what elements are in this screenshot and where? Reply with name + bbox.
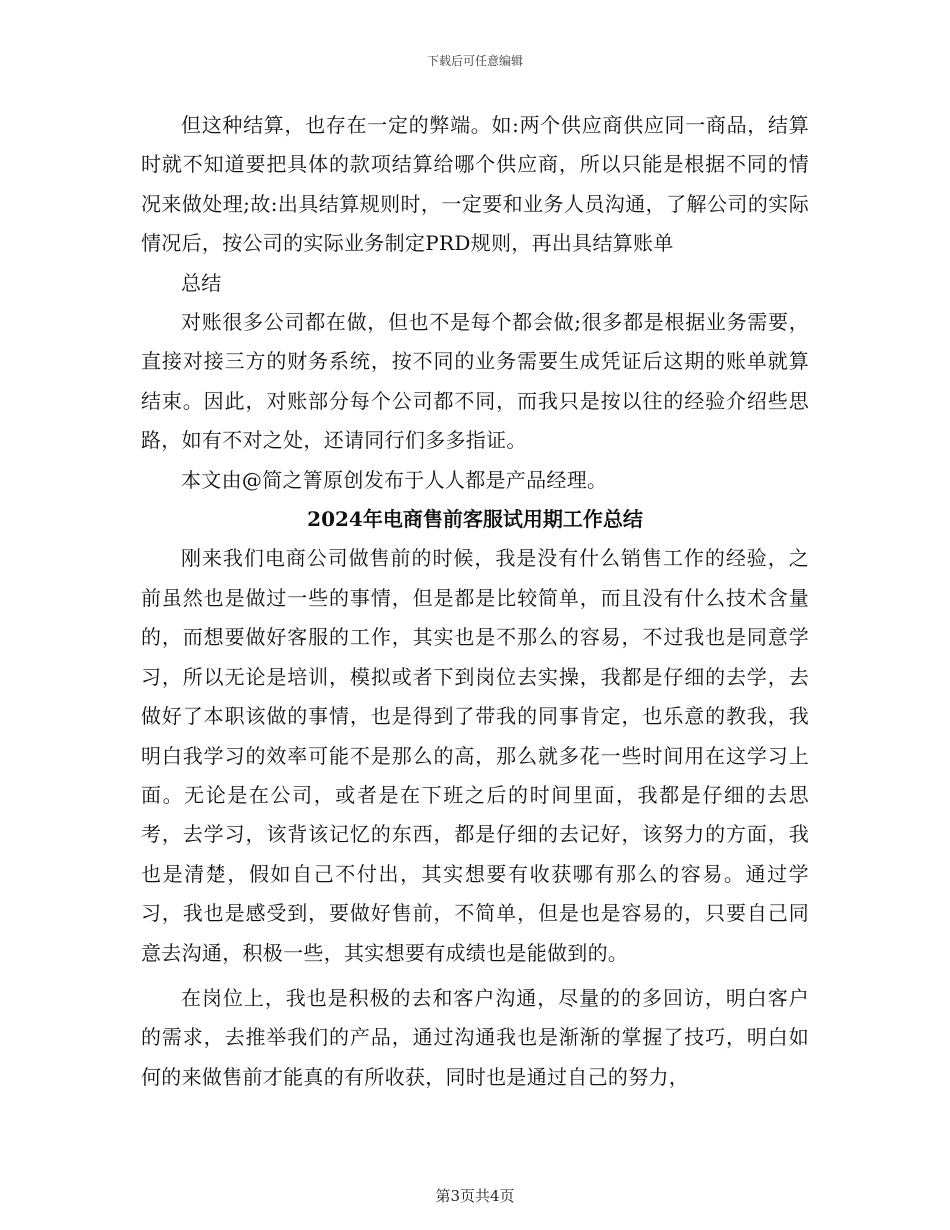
paragraph-source-note: 本文由@简之箐原创发布于人人都是产品经理。	[181, 467, 608, 492]
paragraph: 但这种结算，也存在一定的弊端。如:两个供应商供应同一商品，结算时就不知道要把具体的款项结算给哪个供应商，所以只能是根据不同的情况来做处理;故:出具结算规则时，一定要和业务人员沟通，了解公司的实际情况后，按公司的实际业务制定PRD规则，再出具结算账单	[141, 113, 809, 256]
paragraph: 刚来我们电商公司做售前的时候，我是没有什么销售工作的经验，之前虽然也是做过一些的事情，但是都是比较简单，而且没有什么技术含量的，而想要做好客服的工作，其实也是不那么的容易，不过我也是同意学习，所以无论是培训，模拟或者下到岗位去实操，我都是仔细的去学，去做好了本职该做的事情，也是得到了带我的同事肯定，也乐意的教我，我明白我学习的效率可能不是那么的高，那么就多花一些时间用在这学习上面。无论是在公司，或者是在下班之后的时间里面，我都是仔细的去思考，去学习，该背该记忆的东西，都是仔细的去记好，该努力的方面，我也是清楚，假如自己不付出，其实想要有收获哪有那么的容易。通过学习，我也是感受到，要做好售前，不简单，但是也是容易的，只要自己同意去沟通，积极一些，其实想要有成绩也是能做到的。	[141, 546, 809, 965]
page-header: 下载后可任意编辑	[426, 54, 523, 68]
page-footer: 第3页共4页	[435, 1187, 515, 1205]
document-title: 2024年电商售前客服试用期工作总结	[307, 507, 643, 532]
section-heading-summary: 总结	[181, 270, 222, 295]
document-body	[141, 106, 809, 1097]
paragraph: 对账很多公司都在做，但也不是每个都会做;很多都是根据业务需要，直接对接三方的财务系统，按不同的业务需要生成凭证后这期的账单就算结束。因此，对账部分每个公司都不同，而我只是按以往的经验介绍些思路，如有不对之处，还请同行们多多指证。	[141, 310, 809, 453]
paragraph: 在岗位上，我也是积极的去和客户沟通，尽量的的多回访，明白客户的需求，去推举我们的产品，通过沟通我也是渐渐的掌握了技巧，明白如何的来做售前才能真的有所收获，同时也是通过自己的努力，	[141, 985, 809, 1089]
